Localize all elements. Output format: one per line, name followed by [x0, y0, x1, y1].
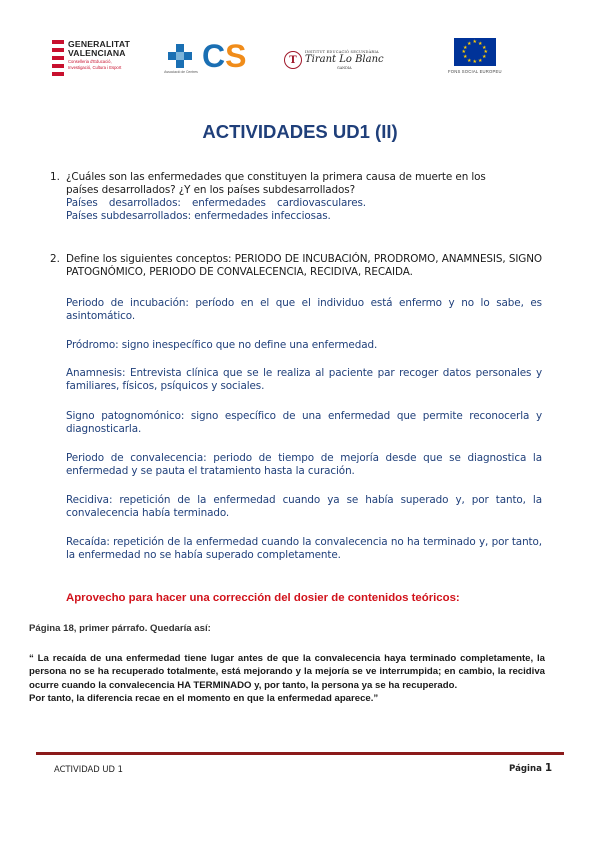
question-1-number: 1.	[50, 171, 60, 183]
footer-page	[509, 762, 552, 774]
tlb-institute: INSTITUT EDUCACIÓ SECUNDÀRIA	[305, 50, 379, 54]
answer-incubacion: Periodo de incubación: período en el que el individuo está enfermo y no lo sabe, es asintomático.	[66, 297, 542, 322]
generalitat-name-1: GENERALITAT	[68, 39, 131, 49]
footer-page-label: Página	[509, 764, 542, 774]
answer-anamnesis: Anamnesis: Entrevista clínica que se le realiza al paciente par recoger datos personales y familiares, físicos, psíquicos y sociales.	[66, 367, 542, 392]
generalitat-logo	[52, 40, 130, 76]
eu-logo	[448, 38, 502, 74]
footer-page-number: 1	[544, 762, 553, 774]
cs-logo	[164, 38, 248, 78]
cs-letters: CS	[202, 38, 247, 74]
cross-icon	[168, 44, 192, 68]
correction-quote	[29, 652, 545, 706]
tlb-city: GANDIA	[337, 66, 352, 70]
generalitat-emblem-icon	[52, 40, 64, 76]
correction-note: Aprovecho para hacer una corrección del dosier de contenidos teóricos:	[66, 592, 460, 604]
eu-flag-icon: ★ ★ ★ ★ ★ ★ ★ ★ ★ ★ ★ ★	[454, 38, 496, 66]
header-logos	[0, 36, 600, 86]
answer-signo: Signo patognomónico: signo específico de una enfermedad que permite reconocerla y diagnosticarla.	[66, 410, 542, 435]
tlb-name: Tirant Lo Blanc	[305, 54, 384, 65]
footer-activity: ACTIVIDAD UD 1	[54, 764, 123, 774]
cs-caption: Associació de Centres	[164, 70, 198, 74]
quote-paragraph-2: Por tanto, la diferencia recae en el momento en que la enfermedad aparece.”	[29, 693, 379, 705]
page-title: ACTIVIDADES UD1 (II)	[202, 121, 398, 142]
answer-convalecencia: Periodo de convalecencia: periodo de tiempo de mejoría desde que se diagnostica la enfermedad y se pauta el tratamiento hasta la curación.	[66, 452, 542, 477]
answer-prodromo: Pródromo: signo inespecífico que no define una enfermedad.	[66, 339, 378, 351]
conselleria-line-2: Investigació, Cultura i Esport	[68, 65, 122, 70]
quote-paragraph-1: “ La recaída de una enfermedad tiene lugar antes de que la convalecencia haya terminado completamente, la persona no se ha recuperado totalmente, está mejorando y la mejoría se ve interrumpida; en cambio, la recidiva ocurre cuando la convalecencia HA TERMINADO y, por tanto, la persona ya se ha recuperado.	[29, 653, 545, 691]
page-reference: Página 18, primer párrafo. Quedaría así:	[29, 623, 211, 634]
tirant-lo-blanc-logo	[284, 50, 384, 70]
question-2-number: 2.	[50, 253, 60, 265]
seal-icon: T	[284, 51, 302, 69]
answer-recaida: Recaída: repetición de la enfermedad cuando la convalecencia no ha terminado y, por tanto, la enfermedad no se había superado completamente.	[66, 536, 542, 561]
conselleria-line-1: Conselleria d'Educació,	[68, 59, 112, 64]
answer-recidiva: Recidiva: repetición de la enfermedad cuando ya se había superado y, por tanto, la convalecencia había terminado.	[66, 494, 542, 519]
footer-rule	[36, 752, 564, 755]
question-1-text: ¿Cuáles son las enfermedades que constituyen la primera causa de muerte en los países desarrollados? ¿Y en los países subdesarrollados?	[66, 171, 486, 196]
question-1-answer: Países desarrollados: enfermedades cardiovasculares. Países subdesarrollados: enfermedades infecciosas.	[66, 197, 366, 222]
generalitat-name-2: VALENCIANA	[68, 48, 126, 58]
question-2-text: Define los siguientes conceptos: PERIODO DE INCUBACIÓN, PRODROMO, ANAMNESIS, SIGNO PATOGNÓMICO, PERIODO DE CONVALECENCIA, RECIDIVA, RECAIDA.	[66, 253, 542, 278]
eu-caption: FONS SOCIAL EUROPEU	[448, 69, 502, 74]
